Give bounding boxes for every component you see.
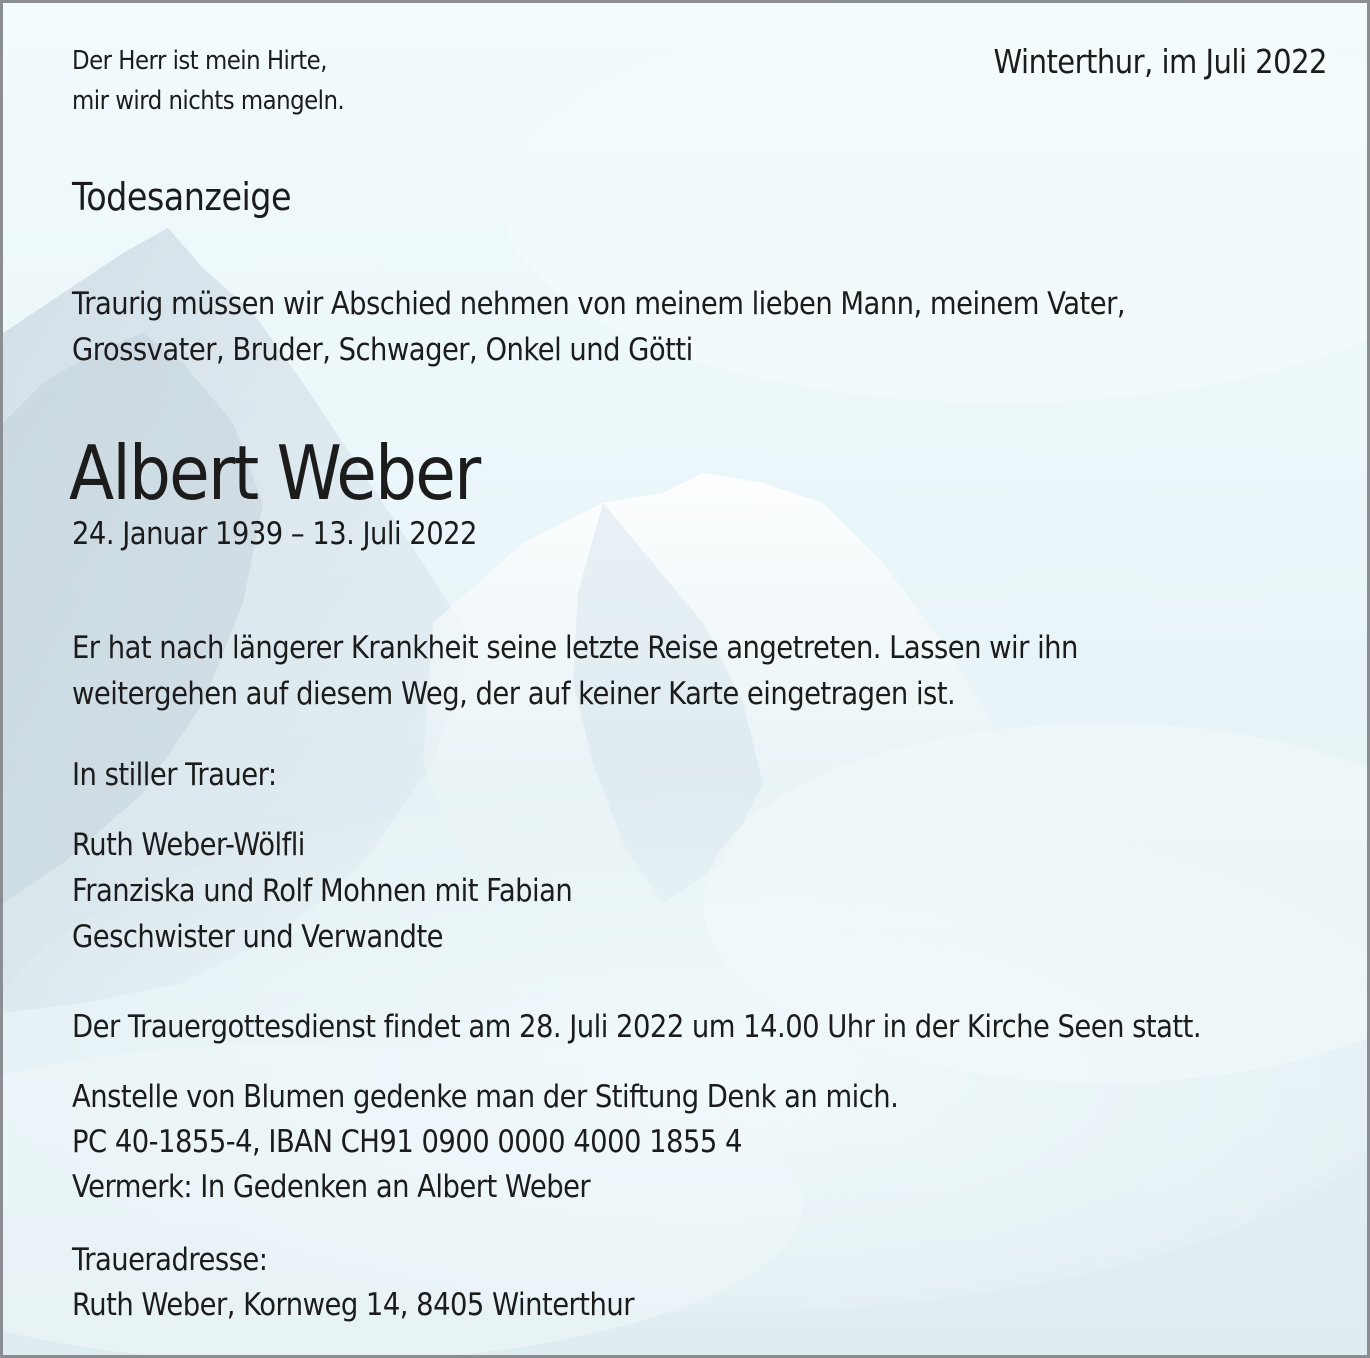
intro-text — [72, 281, 1125, 373]
psalm-quote — [72, 41, 344, 121]
mourner-item: Geschwister und Verwandte — [72, 919, 444, 955]
notice-heading: Todesanzeige — [72, 175, 291, 219]
mourning-address-label: Traueradresse: — [72, 1242, 268, 1278]
mourners-list — [72, 822, 572, 960]
mourner-item: Franziska und Rolf Mohnen mit Fabian — [72, 873, 573, 909]
donation-line: Anstelle von Blumen gedenke man der Stiftung Denk an mich. — [72, 1079, 899, 1115]
deceased-name: Albert Weber — [69, 429, 480, 517]
mourning-label: In stiller Trauer: — [72, 757, 277, 793]
farewell-line: weitergehen auf diesem Weg, der auf keiner Karte eingetragen ist. — [72, 676, 956, 712]
farewell-text — [72, 625, 1078, 717]
psalm-line: mir wird nichts mangeln. — [72, 86, 345, 116]
life-dates: 24. Januar 1939 – 13. Juli 2022 — [72, 516, 477, 552]
donation-note: Vermerk: In Gedenken an Albert Weber — [72, 1169, 591, 1205]
donation-account: PC 40-1855-4, IBAN CH91 0900 0000 4000 1855 4 — [72, 1124, 742, 1160]
mourning-address: Ruth Weber, Kornweg 14, 8405 Winterthur — [72, 1287, 635, 1323]
intro-line: Grossvater, Bruder, Schwager, Onkel und Götti — [72, 332, 693, 368]
farewell-line: Er hat nach längerer Krankheit seine letzte Reise angetreten. Lassen wir ihn — [72, 630, 1078, 666]
funeral-service-info: Der Trauergottesdienst findet am 28. Juli 2022 um 14.00 Uhr in der Kirche Seen statt. — [72, 1009, 1202, 1045]
mourner-item: Ruth Weber-Wölfli — [72, 827, 305, 863]
donation-info — [72, 1075, 898, 1210]
intro-line: Traurig müssen wir Abschied nehmen von meinem lieben Mann, meinem Vater, — [72, 286, 1126, 322]
notice-content — [3, 3, 1367, 1355]
place-and-date: Winterthur, im Juli 2022 — [993, 42, 1327, 81]
psalm-line: Der Herr ist mein Hirte, — [72, 46, 327, 76]
